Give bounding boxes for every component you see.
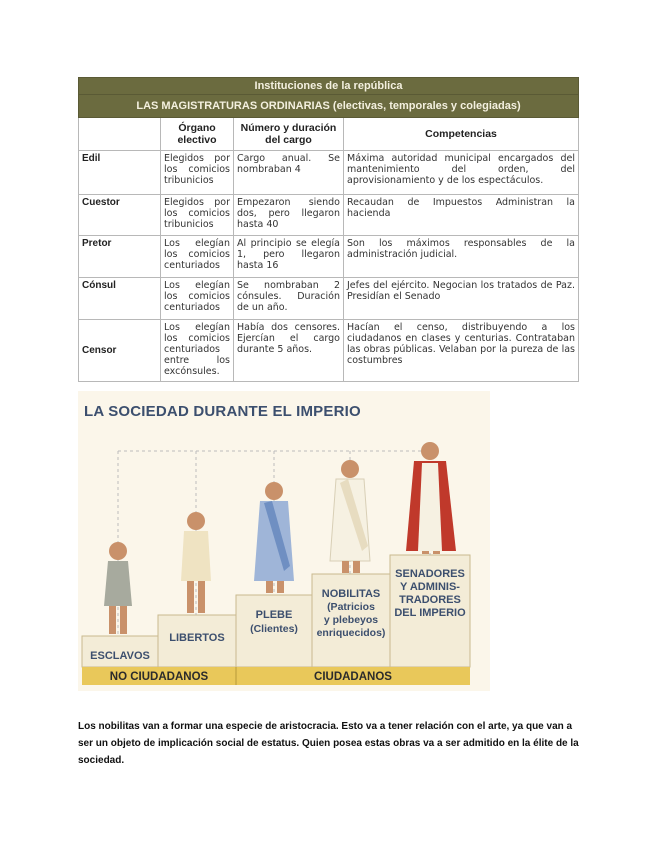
row-organo: Los elegían los comicios centuriados <box>161 278 234 320</box>
row-numero: Se nombraban 2 cónsules. Duración de un año. <box>234 278 344 320</box>
row-competencias: Son los máximos responsables de la administración judicial. <box>344 236 579 278</box>
table-title: Instituciones de la república <box>79 78 579 95</box>
label-senadores-3: TRADORES <box>399 594 461 606</box>
label-nobilitas-3: y plebeyos <box>323 614 379 626</box>
label-ciudadanos: CIUDADANOS <box>314 671 392 683</box>
row-organo: Elegidos por los comicios tribunicios <box>161 195 234 236</box>
table-subtitle: LAS MAGISTRATURAS ORDINARIAS (electivas, temporales y colegiadas) <box>79 95 579 118</box>
figure-plebeyo <box>254 482 294 593</box>
caption-paragraph: Los nobilitas van a formar una especie de aristocracia. Esto va a tener relación con el arte, ya que van a ser un objeto de implicación social de estatus. Quien posea estas obras va a ser admitido en la élite de la sociedad. <box>78 721 579 766</box>
header-organo: Órgano electivo <box>161 118 234 151</box>
sociedad-imperio-illustration <box>78 391 490 691</box>
magistraturas-table <box>78 77 579 382</box>
illustration-title: LA SOCIEDAD DURANTE EL IMPERIO <box>84 403 361 420</box>
table-row <box>79 195 579 236</box>
row-numero: Cargo anual. Se nombraban 4 <box>234 151 344 195</box>
row-name: Pretor <box>79 236 161 278</box>
table-subtitle-row <box>79 95 579 118</box>
row-numero: Había dos censores. Ejercían el cargo durante 5 años. <box>234 320 344 382</box>
header-numero: Número y duración del cargo <box>234 118 344 151</box>
table-row <box>79 236 579 278</box>
row-name: Cuestor <box>79 195 161 236</box>
figure-noble <box>330 460 370 573</box>
row-competencias: Máxima autoridad municipal encargados del mantenimiento del orden, del aprovisionamiento y de los espectáculos. <box>344 151 579 195</box>
label-plebe-1: PLEBE <box>255 609 293 621</box>
row-competencias: Jefes del ejército. Negocian los tratados de Paz. Presidían el Senado <box>344 278 579 320</box>
label-nobilitas-4: enriquecidos) <box>316 627 386 639</box>
label-nobilitas-2: (Patricios <box>327 601 375 613</box>
table-header-row <box>79 118 579 151</box>
label-esclavos: ESCLAVOS <box>90 650 150 662</box>
row-competencias: Hacían el censo, distribuyendo a los ciudadanos en clases y centurias. Contrataban las obras públicas. Velaban por la pureza de las costumbres <box>344 320 579 382</box>
row-organo: Los elegían los comicios centuriados <box>161 236 234 278</box>
row-numero: Al principio se elegía 1, pero llegaron hasta 16 <box>234 236 344 278</box>
magistraturas-table-container <box>78 77 578 382</box>
label-senadores-2: Y ADMINIS- <box>400 581 460 593</box>
row-competencias: Recaudan de Impuestos Administran la hacienda <box>344 195 579 236</box>
table-row <box>79 278 579 320</box>
label-no-ciudadanos: NO CIUDADANOS <box>109 671 209 683</box>
row-name: Cónsul <box>79 278 161 320</box>
table-row <box>79 320 579 382</box>
row-name: Edil <box>79 151 161 195</box>
header-empty <box>79 118 161 151</box>
row-name: Censor <box>79 320 161 382</box>
staircase-drawing <box>78 391 490 691</box>
label-nobilitas-1: NOBILITAS <box>321 588 381 600</box>
row-numero: Empezaron siendo dos, pero llegaron hasta 40 <box>234 195 344 236</box>
label-plebe-2: (Clientes) <box>250 623 298 635</box>
label-senadores-4: DEL IMPERIO <box>394 607 466 619</box>
label-libertos: LIBERTOS <box>169 632 225 644</box>
figure-senador <box>406 442 456 554</box>
row-organo: Elegidos por los comicios tribunicios <box>161 151 234 195</box>
label-senadores-1: SENADORES <box>395 568 465 580</box>
header-competencias: Competencias <box>344 118 579 151</box>
table-title-row <box>79 78 579 95</box>
row-organo: Los elegían los comicios centuriados entre los excónsules. <box>161 320 234 382</box>
table-row <box>79 151 579 195</box>
